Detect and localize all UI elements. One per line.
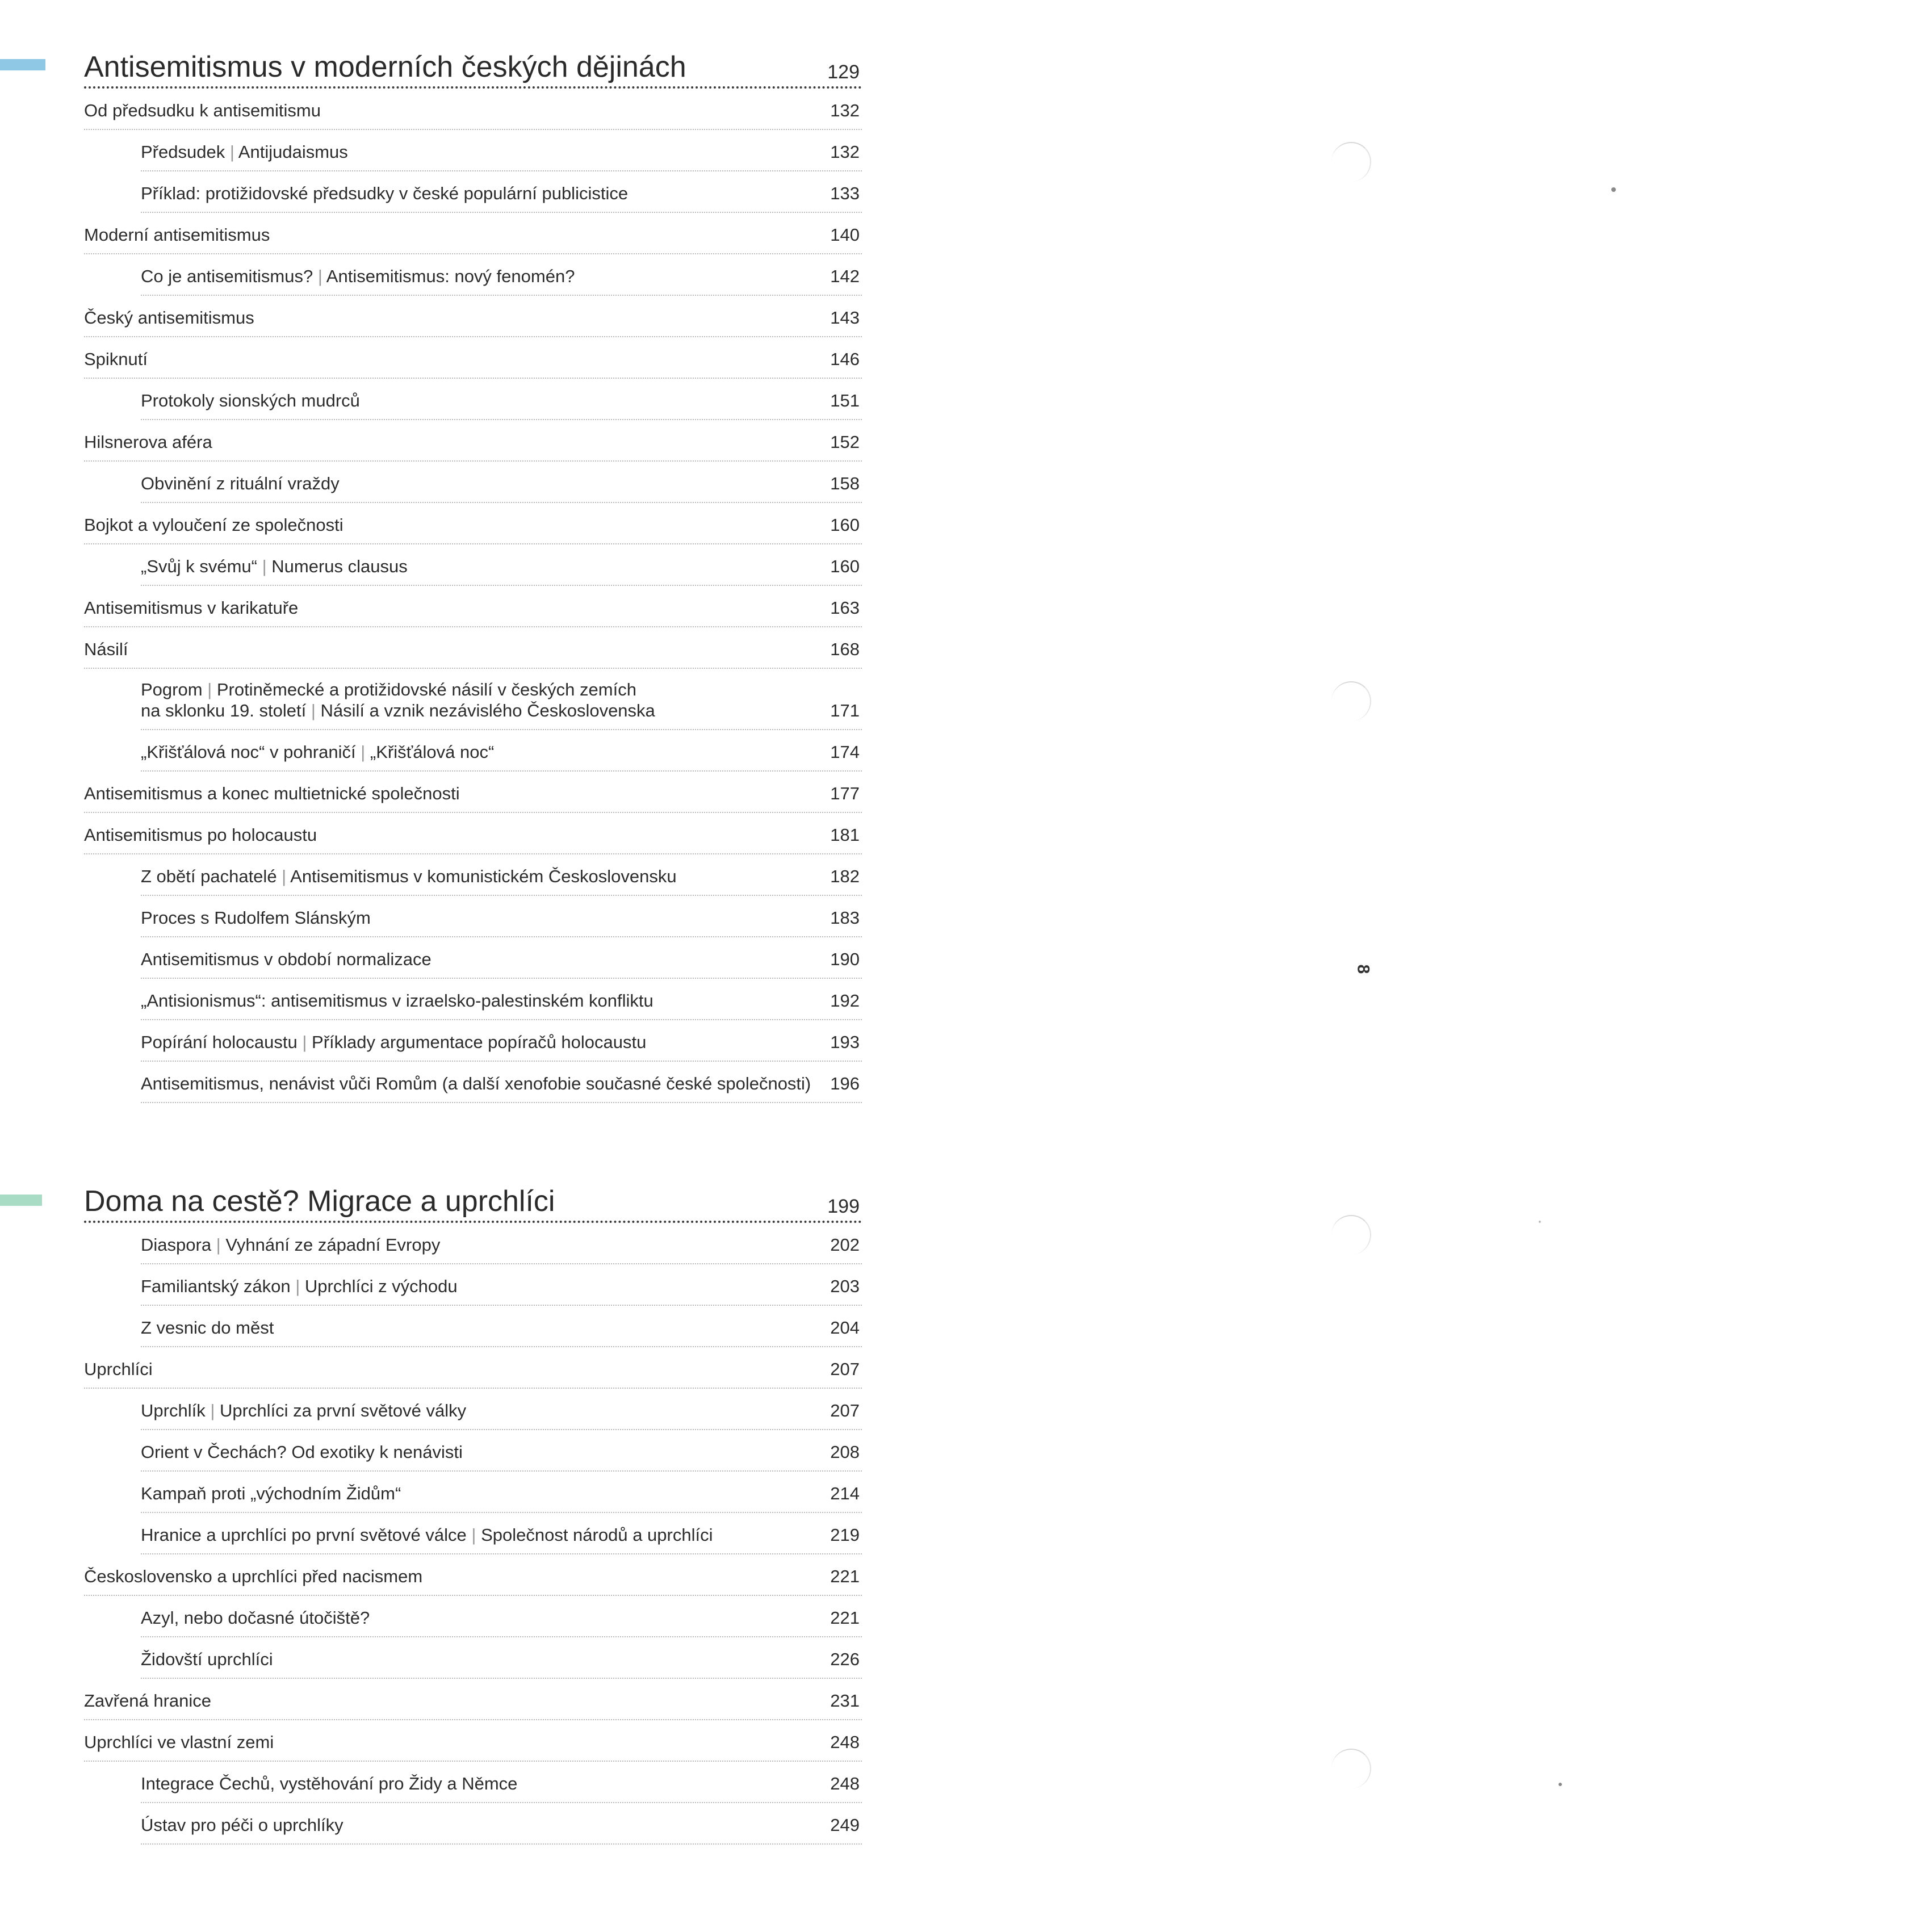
toc-entry-title (141, 1234, 440, 1255)
toc-entry-part: Hilsnerova aféra (84, 431, 212, 452)
toc-entry-part: Násilí (84, 639, 128, 659)
toc-entry (141, 1062, 862, 1103)
toc-entry (141, 1389, 862, 1430)
toc-entry-title (141, 473, 340, 494)
toc-entry-page: 151 (830, 390, 860, 410)
toc-entry-part: Orient v Čechách? Od exotiky k nenávisti (141, 1441, 463, 1462)
toc-entry (141, 1223, 862, 1264)
toc-entry-page: 196 (830, 1074, 860, 1094)
toc-entry (84, 296, 862, 337)
toc-entry-part: Od předsudku k antisemitismu (84, 100, 321, 120)
toc-entry-title (141, 556, 408, 577)
section-page-number: 129 (827, 61, 860, 83)
toc-entry (141, 1513, 862, 1554)
toc-entry-page: 192 (830, 991, 860, 1011)
toc-entry (84, 772, 862, 813)
toc-entry-title (141, 949, 432, 970)
toc-entry-part: Příklad: protižidovské předsudky v české populární publicistice (141, 183, 629, 203)
toc-entry-title (84, 1566, 422, 1587)
toc-entry (84, 813, 862, 854)
toc-entry-part: Násilí a vznik nezávislého Československa (320, 701, 655, 721)
toc-entry-page: 221 (830, 1607, 860, 1628)
toc-entry-page: 226 (830, 1649, 860, 1669)
toc-entry-page: 168 (830, 639, 860, 659)
toc-entry-part: Uprchlíci (84, 1359, 153, 1379)
toc-entry (141, 1637, 862, 1679)
toc-entry-page: 174 (830, 742, 860, 762)
section-title: Doma na cestě? Migrace a uprchlíci (84, 1185, 555, 1218)
toc-entry-part: Předsudek (141, 141, 225, 162)
toc-entry-page: 193 (830, 1032, 860, 1053)
toc-entry-part: „Křišťálová noc“ v pohraničí (141, 742, 356, 762)
toc-entry-title (84, 100, 321, 121)
section-title: Antisemitismus v moderních českých dějinách (84, 51, 686, 83)
toc-entry-page: 182 (830, 866, 860, 887)
toc-entry-part: Antisemitismus v období normalizace (141, 949, 432, 970)
toc-entry-part: Antisemitismus a konec multietnické společnosti (84, 783, 460, 804)
toc-entry-part: Co je antisemitismus? (141, 266, 313, 286)
toc-entry-page: 158 (830, 473, 860, 493)
separator-bar: | (290, 1276, 305, 1296)
toc-entry-title (141, 1276, 458, 1297)
toc-entry-part: Antisemitismus po holocaustu (84, 825, 317, 845)
toc-entry (141, 1306, 862, 1347)
toc-entry-title (141, 141, 348, 162)
toc-entry (84, 1347, 862, 1389)
paper-speck (1559, 1783, 1562, 1786)
toc-entry-page: 221 (830, 1566, 860, 1586)
toc-entry-title (141, 1483, 401, 1504)
toc-entry (141, 854, 862, 896)
punch-hole-mark (1331, 1749, 1371, 1788)
toc-entry-part: Antisemitismus v karikatuře (84, 597, 299, 618)
toc-entry-title (141, 1317, 274, 1338)
toc-entry-title (84, 224, 270, 245)
toc-entry-title (141, 1607, 370, 1628)
toc-entry-page: 160 (830, 556, 860, 576)
toc-entry-page: 248 (830, 1732, 860, 1752)
toc-entry-part: „Antisionismus“: antisemitismus v izraelsko-palestinském konfliktu (141, 991, 653, 1011)
toc-entry-title (84, 431, 212, 452)
toc-entry-part: Pogrom (141, 680, 203, 699)
separator-bar: | (313, 266, 326, 286)
toc-entry-part: Antisemitismus v komunistickém Československu (290, 866, 677, 887)
toc-entry-part: Kampaň proti „východním Židům“ (141, 1483, 401, 1503)
toc-entry-page: 203 (830, 1276, 860, 1296)
toc-entry (141, 896, 862, 937)
toc-entry-page: 183 (830, 908, 860, 928)
separator-bar: | (202, 680, 217, 699)
toc-entry-part: Uprchlíci ve vlastní zemi (84, 1732, 274, 1752)
toc-entry-page: 163 (830, 597, 860, 618)
toc-entry (141, 669, 862, 730)
toc-entry-part: Společnost národů a uprchlíci (481, 1524, 713, 1545)
separator-bar: | (466, 1524, 481, 1545)
toc-entry (84, 1720, 862, 1762)
toc-entries (84, 1223, 862, 1845)
folio-page-number: 8 (1354, 964, 1373, 974)
toc-entry-page: 231 (830, 1690, 860, 1711)
toc-entry-title (84, 1690, 211, 1711)
toc-entry (84, 337, 862, 379)
section-color-marker (0, 1195, 42, 1206)
toc-entry-page: 207 (830, 1400, 860, 1420)
toc-entry-part: Ústav pro péči o uprchlíky (141, 1814, 343, 1835)
toc-entry-page: 140 (830, 224, 860, 245)
toc-entry-title (84, 597, 298, 618)
toc-entry (84, 1554, 862, 1596)
toc-entry (141, 1472, 862, 1513)
toc-entry-title (84, 349, 148, 370)
toc-entry-title (141, 907, 371, 928)
toc-entry (84, 1679, 862, 1720)
section-heading (84, 40, 862, 89)
toc-entry (141, 254, 862, 296)
toc-entry-title (84, 307, 254, 328)
toc-entry-title (141, 679, 655, 721)
toc-entry-title (141, 990, 653, 1011)
toc-entry-title (84, 514, 343, 535)
toc-entry-part: Hranice a uprchlíci po první světové válce (141, 1524, 467, 1545)
toc-entry-page: 146 (830, 349, 860, 369)
toc-entry (141, 130, 862, 171)
toc-entry-page: 160 (830, 514, 860, 535)
toc-entry (141, 544, 862, 586)
toc-entry (84, 89, 862, 130)
toc-entry (141, 171, 862, 213)
toc-entry-part: „Svůj k svému“ (141, 556, 257, 576)
paper-speck (1611, 187, 1616, 192)
toc-entry-part: Vyhnání ze západní Evropy (225, 1234, 441, 1255)
toc-entry (141, 1803, 862, 1845)
toc-entry-part: Z vesnic do měst (141, 1317, 274, 1338)
toc-entry-part: Popírání holocaustu (141, 1032, 298, 1053)
toc-entries (84, 89, 862, 1103)
punch-hole-mark (1331, 681, 1371, 721)
toc-entry-part: Uprchlík (141, 1400, 206, 1420)
toc-entry-title (141, 1032, 646, 1053)
toc-entry-title (84, 783, 460, 804)
toc-entry-part: Český antisemitismus (84, 307, 254, 328)
toc-entry-part: Protiněmecké a protižidovské násilí v českých zemích na sklonku 19. století (141, 680, 636, 721)
toc-entry-page: 219 (830, 1524, 860, 1545)
separator-bar: | (211, 1234, 226, 1255)
toc-entry-page: 214 (830, 1483, 860, 1503)
toc-entry (84, 503, 862, 544)
toc-entry-page: 142 (830, 266, 860, 286)
toc-entry-title (141, 1400, 466, 1421)
toc-entry-part: Obvinění z rituální vraždy (141, 473, 340, 493)
punch-hole-mark (1331, 142, 1371, 182)
toc-entry-title (84, 1732, 274, 1753)
toc-entry-part: Uprchlíci za první světové války (219, 1400, 467, 1420)
toc-entry-page: 152 (830, 431, 860, 452)
toc-entry-part: Uprchlíci z východu (304, 1276, 458, 1296)
toc-entry-title (141, 866, 677, 887)
toc-entry-page: 208 (830, 1441, 860, 1462)
toc-entry-title (141, 741, 494, 762)
section-page-number: 199 (827, 1196, 860, 1217)
toc-entry-part: Z obětí pachatelé (141, 866, 277, 887)
toc-entry-title (141, 183, 628, 204)
toc-entry (141, 937, 862, 979)
toc-entry-part: Proces s Rudolfem Slánským (141, 908, 371, 928)
toc-entry-part: Azyl, nebo dočasné útočiště? (141, 1607, 370, 1628)
paper-speck (1539, 1221, 1541, 1223)
toc-entry (84, 420, 862, 462)
toc-entry-page: 177 (830, 783, 860, 804)
toc-entry-part: Československo a uprchlíci před nacismem (84, 1566, 423, 1586)
toc-entry-part: Antisemitismus: nový fenomén? (326, 266, 575, 286)
toc-entry-part: Diaspora (141, 1234, 212, 1255)
toc-entry (141, 1264, 862, 1306)
toc-entry-page: 190 (830, 949, 860, 970)
toc-entry-page: 181 (830, 825, 860, 845)
toc-entry (141, 1596, 862, 1637)
toc-entry (84, 586, 862, 627)
toc-entry (141, 1430, 862, 1472)
toc-entry-part: Židovští uprchlíci (141, 1649, 273, 1669)
toc-entry-part: Antijudaismus (238, 141, 348, 162)
toc-entry-title (141, 266, 575, 287)
separator-bar: | (257, 556, 272, 576)
toc-entry (84, 627, 862, 669)
section-color-marker (0, 59, 45, 70)
toc-entry-page: 207 (830, 1359, 860, 1379)
toc-entry-title (141, 390, 360, 411)
toc-entry-part: Zavřená hranice (84, 1690, 212, 1711)
toc-entry-page: 202 (830, 1234, 860, 1255)
toc-entry-part: Familiantský zákon (141, 1276, 291, 1296)
toc-entry-title (84, 1359, 153, 1380)
punch-hole-mark (1331, 1215, 1371, 1255)
toc-entry-title (141, 1524, 713, 1545)
toc-entry-page: 248 (830, 1773, 860, 1793)
toc-entry-part: „Křišťálová noc“ (370, 742, 495, 762)
toc-entry-part: Bojkot a vyloučení ze společnosti (84, 514, 343, 535)
toc-entry-title (84, 824, 317, 845)
toc-entry-title (141, 1773, 517, 1794)
toc-entry-title (141, 1649, 273, 1670)
toc-entry-title (84, 639, 128, 660)
toc-entry-part: Antisemitismus, nenávist vůči Romům (a další xenofobie současné české společnosti) (141, 1074, 811, 1094)
toc-entry-title (141, 1073, 811, 1094)
toc-entry-part: Příklady argumentace popíračů holocaustu (312, 1032, 647, 1053)
toc-entry-page: 143 (830, 307, 860, 328)
separator-bar: | (225, 141, 238, 162)
separator-bar: | (355, 742, 370, 762)
toc-section-antisemitismus (84, 40, 862, 1103)
section-heading (84, 1174, 862, 1223)
toc-section-migrace (84, 1174, 862, 1845)
toc-entry (141, 979, 862, 1020)
separator-bar: | (297, 1032, 312, 1053)
toc-entry-page: 133 (830, 183, 860, 203)
toc-entry-page: 171 (830, 701, 860, 721)
toc-entry-part: Moderní antisemitismus (84, 224, 270, 245)
toc-entry-part: Integrace Čechů, vystěhování pro Židy a Němce (141, 1773, 518, 1793)
toc-entry-page: 249 (830, 1814, 860, 1835)
separator-bar: | (205, 1400, 220, 1420)
separator-bar: | (277, 866, 291, 887)
toc-entry-title (141, 1814, 343, 1835)
toc-entry (141, 379, 862, 420)
toc-entry-page: 132 (830, 100, 860, 120)
separator-bar: | (306, 701, 321, 721)
toc-entry (84, 213, 862, 254)
toc-entry-part: Spiknutí (84, 349, 148, 369)
toc-entry (141, 730, 862, 772)
toc-entry-page: 132 (830, 141, 860, 162)
toc-entry (141, 462, 862, 503)
toc-entry (141, 1762, 862, 1803)
toc-entry-part: Numerus clausus (271, 556, 408, 576)
toc-entry-page: 204 (830, 1317, 860, 1338)
toc-entry-part: Protokoly sionských mudrců (141, 390, 360, 410)
toc-entry-title (141, 1441, 463, 1462)
toc-entry (141, 1020, 862, 1062)
